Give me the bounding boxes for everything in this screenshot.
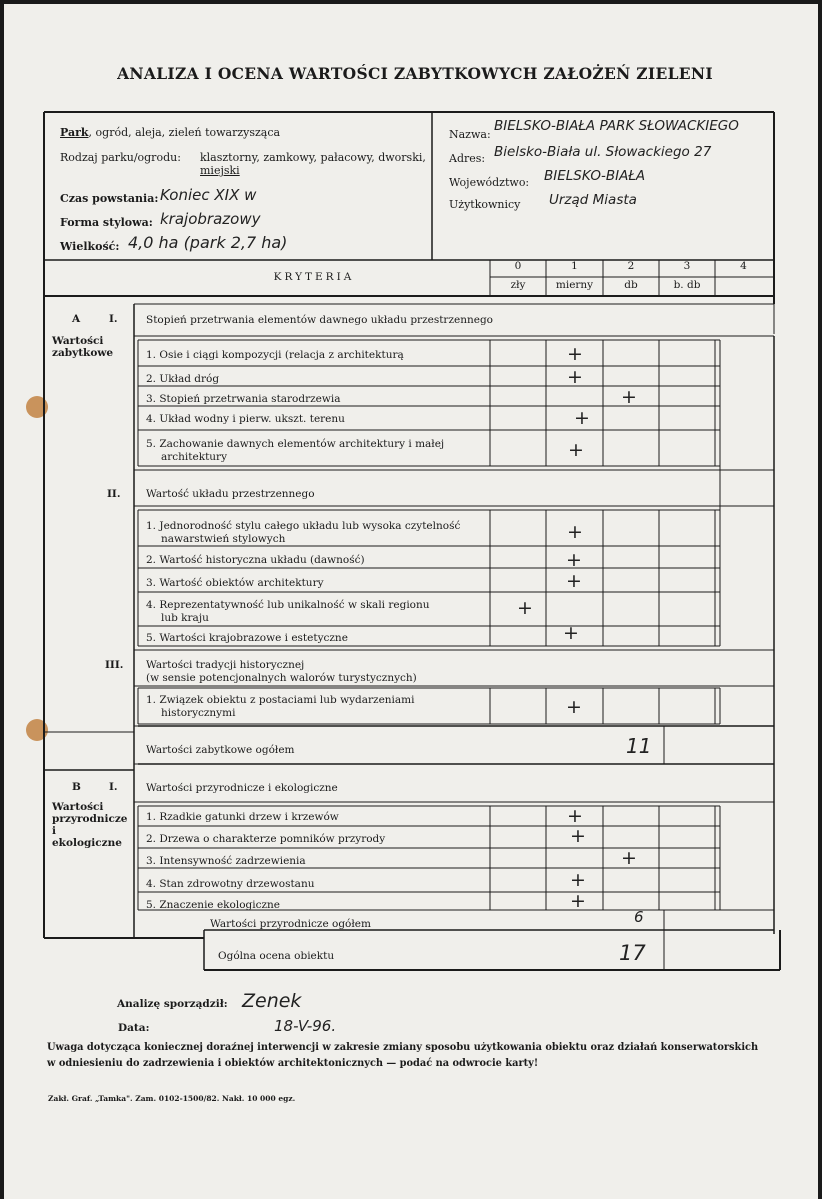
- rodzaj-option-selected: miejski: [200, 164, 240, 177]
- form-title: ANALIZA I OCENA WARTOŚCI ZABYTKOWYCH ZAŁOŻEŃ ZIELENI: [117, 64, 713, 83]
- print-info: Zakł. Graf. „Tamka". Zam. 0102-1500/82. Nakł. 10 000 egz.: [48, 1094, 296, 1103]
- col-num-1: 1: [571, 260, 578, 272]
- rating-mark: +: [566, 696, 582, 718]
- form-page: [4, 4, 818, 1199]
- rating-mark: +: [621, 386, 637, 408]
- criterion-text: 3. Stopień przetrwania starodrzewia: [146, 393, 341, 405]
- criterion-text: 4. Stan zdrowotny drzewostanu: [146, 878, 315, 890]
- criterion-text: 4. Reprezentatywność lub unikalność w skali regionu: [146, 599, 430, 611]
- group-b-letter: B: [72, 781, 81, 793]
- col-num-3: 3: [683, 260, 691, 272]
- total-ogolna-value: 17: [619, 941, 646, 965]
- rodzaj-label: Rodzaj parku/ogrodu:: [60, 151, 181, 164]
- section-aiii-line2: (w sensie potencjonalnych walorów turystycznych): [146, 672, 417, 684]
- forma-label: Forma stylowa:: [60, 216, 153, 229]
- group-a-letter: A: [72, 313, 81, 325]
- wielkosc-value: 4,0 ha (park 2,7 ha): [128, 233, 288, 252]
- col-name-3: b. db: [673, 279, 701, 291]
- nazwa-value: BIELSKO-BIAŁA PARK SŁOWACKIEGO: [494, 118, 739, 134]
- criterion-text: 5. Wartości krajobrazowe i estetyczne: [146, 632, 348, 644]
- forma-value: krajobrazowy: [160, 210, 261, 228]
- group-a-roman: I.: [109, 313, 118, 325]
- park-type-label: Park, ogród, aleja, zieleń towarzysząca: [60, 126, 281, 139]
- total-zabytkowe-label: Wartości zabytkowe ogółem: [146, 744, 295, 756]
- group-b-roman: I.: [109, 781, 118, 793]
- rating-mark: +: [574, 407, 590, 429]
- section-ai: Stopień przetrwania elementów dawnego układu przestrzennego: [146, 314, 493, 326]
- criterion-text-cont: lub kraju: [161, 612, 209, 624]
- data-value: 18-V-96.: [274, 1017, 337, 1035]
- col-name-2: db: [624, 279, 638, 291]
- rodzaj-options: klasztorny, zamkowy, pałacowy, dworski,: [200, 151, 426, 164]
- rating-mark: +: [568, 439, 584, 461]
- total-przyrodnicze-value: 6: [634, 908, 644, 926]
- rating-mark: +: [566, 570, 582, 592]
- criterion-text: 1. Osie i ciągi kompozycji (relacja z architekturą: [146, 349, 404, 361]
- nazwa-label: Nazwa:: [449, 128, 491, 141]
- rating-mark: +: [567, 521, 583, 543]
- col-num-0: 0: [514, 260, 522, 272]
- rating-mark: +: [570, 825, 586, 847]
- rating-mark: +: [567, 805, 583, 827]
- criterion-text-cont: historycznymi: [161, 707, 236, 719]
- uwaga-line2: w odniesieniu do zadrzewienia i obiektów architektonicznych — podać na odwrocie karty!: [47, 1058, 539, 1069]
- section-aiii-line1: Wartości tradycji historycznej: [146, 659, 305, 671]
- group-a2-roman: II.: [107, 488, 121, 500]
- wielkosc-label: Wielkość:: [60, 240, 120, 253]
- rating-mark: +: [567, 343, 583, 365]
- wojewodztwo-label: Województwo:: [449, 176, 530, 189]
- group-a-label: Wartości zabytkowe: [52, 335, 114, 359]
- total-przyrodnicze-label: Wartości przyrodnicze ogółem: [210, 918, 371, 930]
- rating-mark: +: [563, 622, 579, 644]
- rating-mark: +: [570, 869, 586, 891]
- criterion-text: 2. Wartość historyczna układu (dawność): [146, 554, 365, 566]
- adres-label: Adres:: [449, 152, 486, 165]
- col-num-4: 4: [740, 260, 747, 272]
- criterion-text: 2. Drzewa o charakterze pomników przyrody: [146, 833, 386, 845]
- uzytkownicy-label: Użytkownicy: [449, 198, 521, 211]
- rating-mark: +: [567, 366, 583, 388]
- col-num-2: 2: [627, 260, 635, 272]
- criterion-text: 2. Układ dróg: [146, 373, 220, 385]
- criterion-text: 4. Układ wodny i pierw. ukszt. terenu: [146, 413, 345, 425]
- uwaga-line1: Uwaga dotycząca koniecznej doraźnej interwencji w zakresie zmiany sposobu użytkowania obiektu oraz działań konserwatorskich: [47, 1042, 759, 1053]
- criterion-text: 1. Jednorodność stylu całego układu lub wysoka czytelność: [146, 520, 461, 532]
- rating-mark: +: [570, 890, 586, 912]
- kryteria-header: KRYTERIA: [273, 271, 355, 283]
- czas-label: Czas powstania:: [60, 192, 159, 205]
- col-name-0: zły: [510, 279, 526, 291]
- criterion-text-cont: architektury: [161, 451, 228, 463]
- group-b-label: Wartości przyrodnicze i ekologiczne: [52, 801, 128, 849]
- total-ogolna-label: Ogólna ocena obiektu: [218, 950, 335, 962]
- section-bi: Wartości przyrodnicze i ekologiczne: [146, 782, 338, 794]
- data-label: Data:: [118, 1022, 150, 1034]
- criterion-text-cont: nawarstwień stylowych: [161, 533, 286, 545]
- criterion-text: 1. Związek obiektu z postaciami lub wydarzeniami: [146, 694, 415, 706]
- uzytkownicy-value: Urząd Miasta: [549, 192, 637, 208]
- criterion-text: 5. Zachowanie dawnych elementów architektury i małej: [146, 438, 445, 450]
- adres-value: Bielsko-Biała ul. Słowackiego 27: [494, 144, 712, 160]
- col-name-1: mierny: [555, 279, 594, 291]
- group-a3-roman: III.: [105, 659, 124, 671]
- analize-label: Analizę sporządził:: [117, 998, 228, 1010]
- czas-value: Koniec XIX w: [160, 186, 257, 204]
- analize-signature: Zenek: [242, 990, 302, 1012]
- section-aii: Wartość układu przestrzennego: [146, 488, 315, 500]
- rating-mark: +: [621, 847, 637, 869]
- rating-mark: +: [566, 549, 582, 571]
- criterion-text: 3. Wartość obiektów architektury: [146, 577, 324, 589]
- criterion-text: 3. Intensywność zadrzewienia: [146, 855, 306, 867]
- criterion-text: 5. Znaczenie ekologiczne: [146, 899, 281, 911]
- total-zabytkowe-value: 11: [626, 734, 652, 758]
- criterion-text: 1. Rzadkie gatunki drzew i krzewów: [146, 811, 339, 823]
- wojewodztwo-value: BIELSKO-BIAŁA: [544, 168, 646, 184]
- rating-mark: +: [517, 597, 533, 619]
